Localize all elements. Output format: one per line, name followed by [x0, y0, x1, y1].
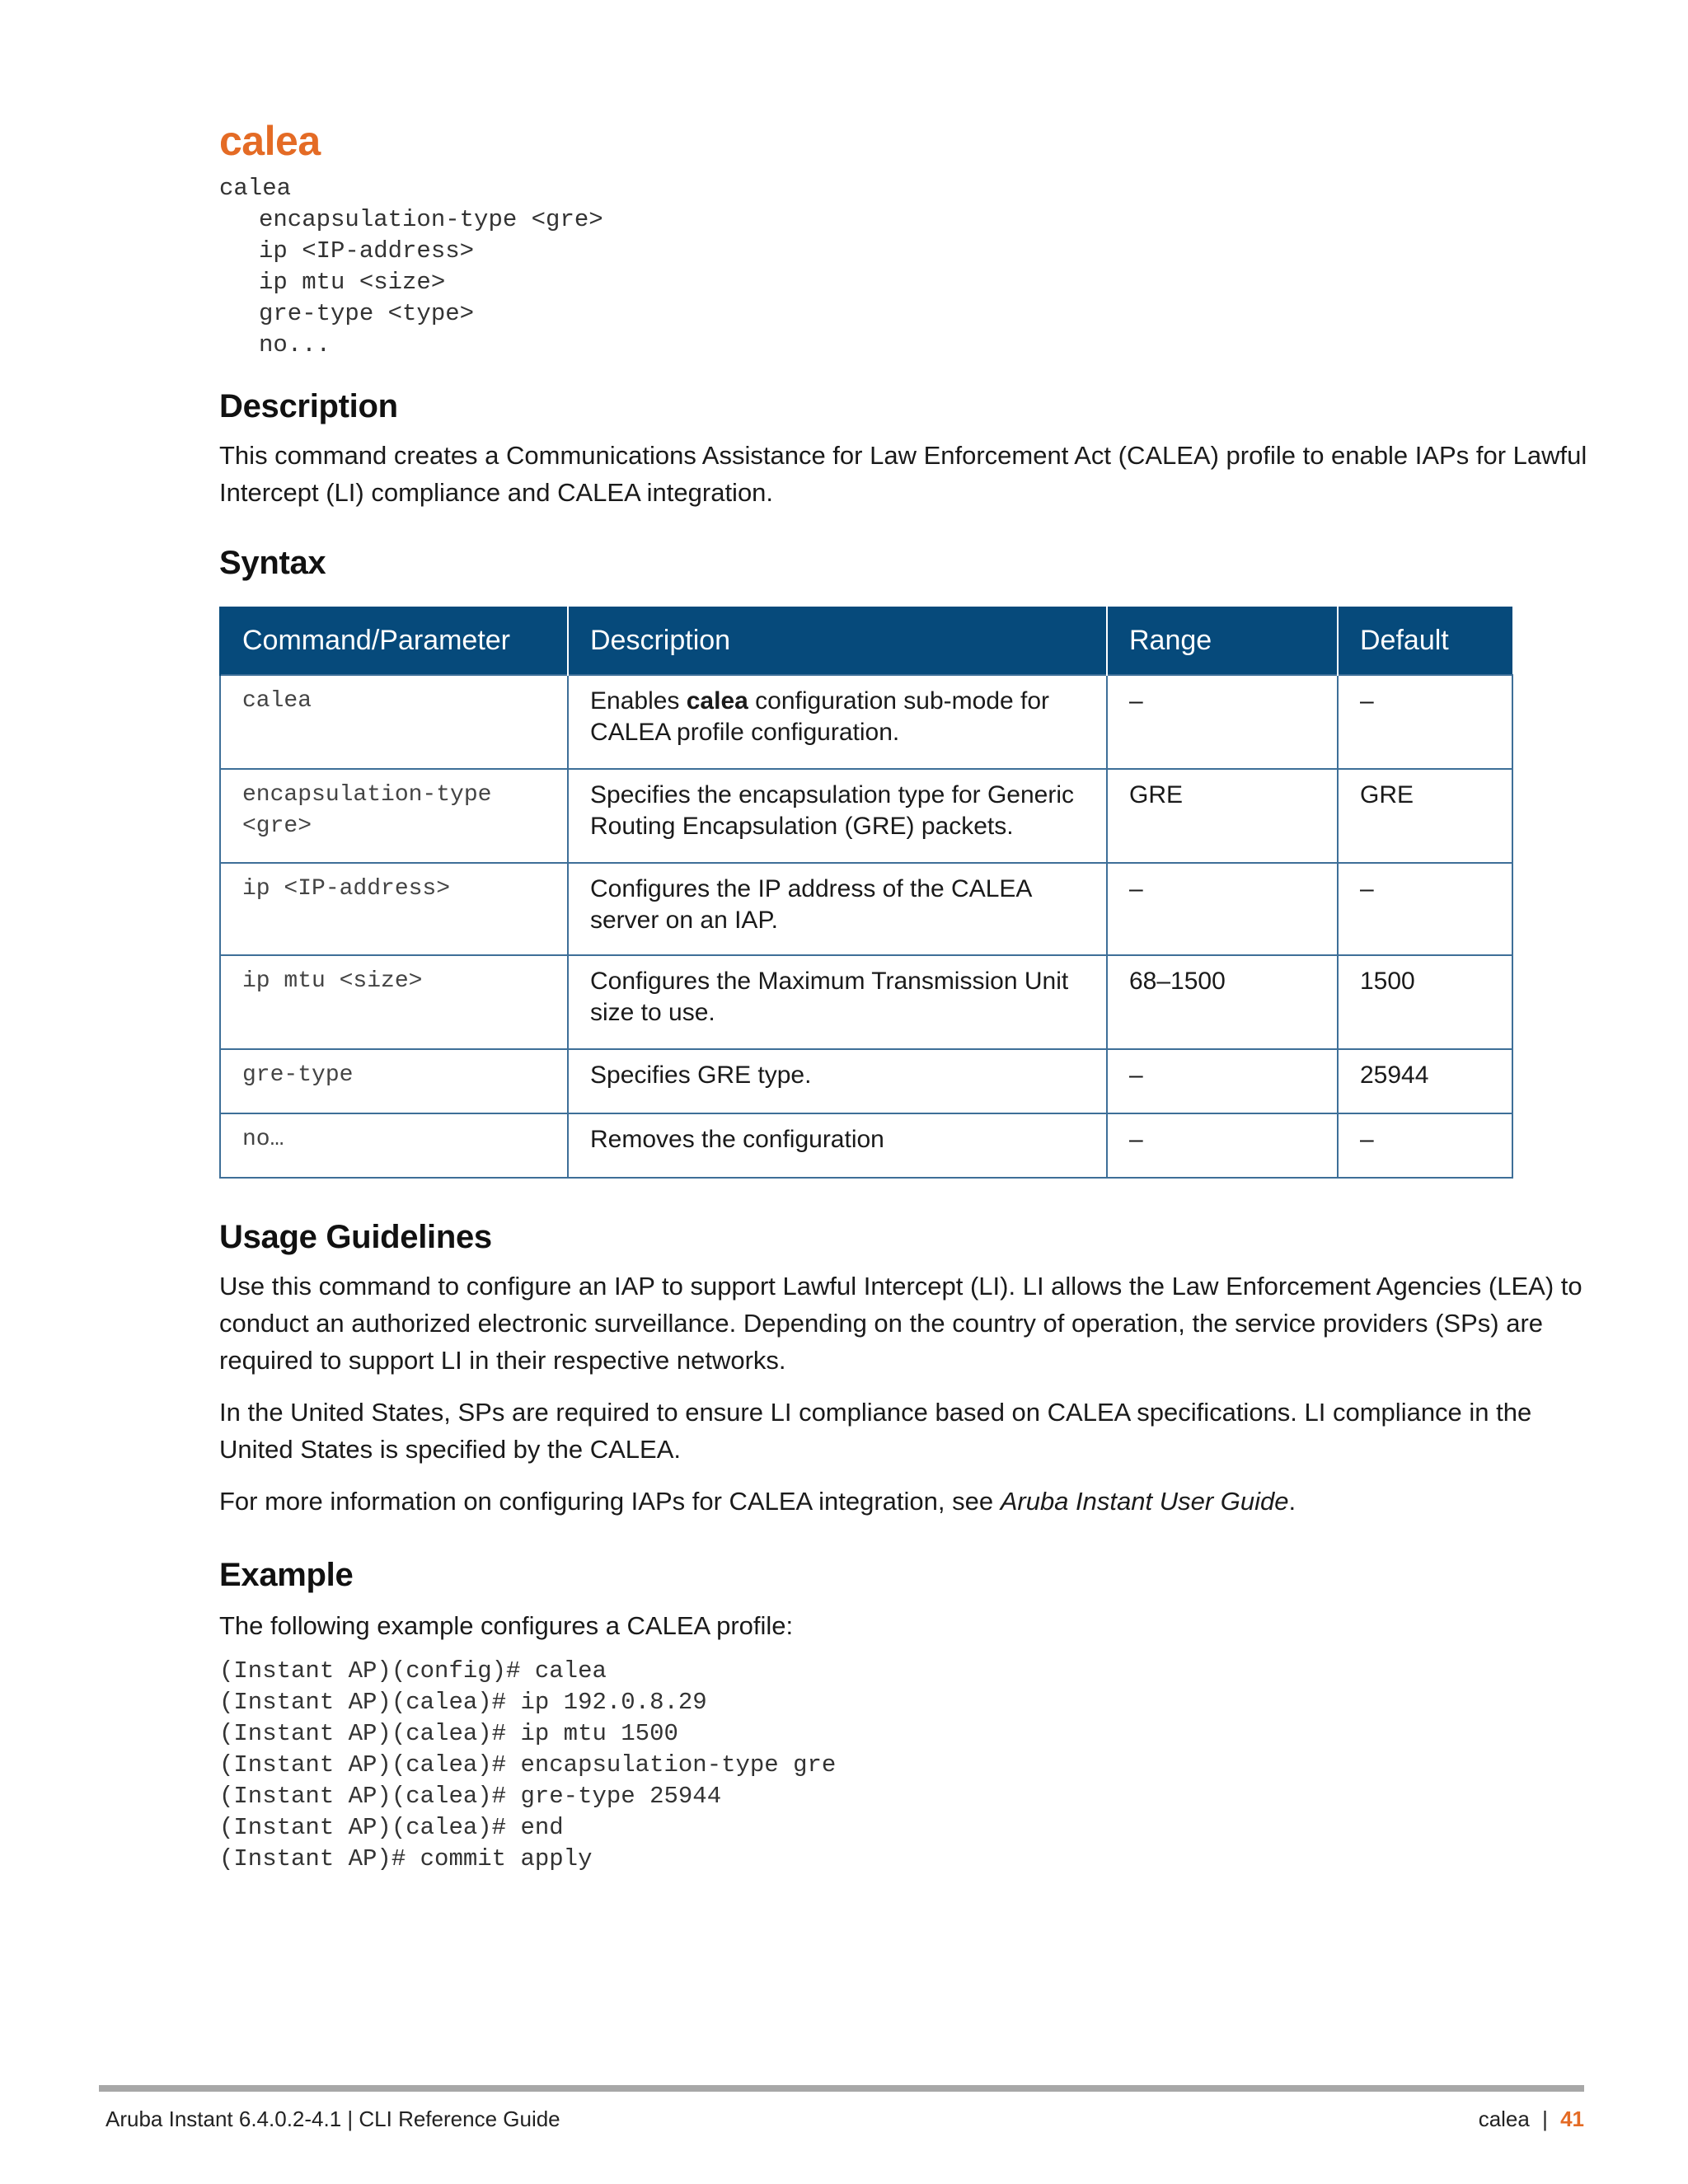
default-cell: –	[1338, 675, 1512, 769]
description-cell: Configures the Maximum Transmission Unit size to use.	[568, 955, 1107, 1049]
footer-guide-title: Aruba Instant 6.4.0.2-4.1 | CLI Reference Guide	[106, 2107, 560, 2131]
desc-text: Enables	[590, 687, 687, 715]
usage-paragraph: Use this command to configure an IAP to support Lawful Intercept (LI). LI allows the Law Enforcement Agencies (LEA) to conduct an authorized electronic surveillance. Depending on the country of operation, the service providers (SPs) are required to support LI in their respective networks.	[219, 1272, 1582, 1375]
desc-text: configuration sub-mode for CALEA profile configuration.	[590, 687, 1050, 746]
example-heading: Example	[219, 1557, 354, 1593]
syntax-line: ip mtu <size>	[259, 269, 446, 296]
default-cell: 25944	[1338, 1049, 1512, 1113]
description-cell	[568, 675, 1107, 769]
range-cell: 68–1500	[1107, 955, 1338, 1049]
example-code-block	[219, 1656, 1604, 1875]
desc-bold-text: calea	[686, 687, 748, 715]
syntax-line: gre-type <type>	[259, 300, 475, 327]
guide-title: Aruba Instant User Guide	[1000, 1487, 1289, 1516]
table-header-row	[220, 607, 1512, 675]
code-line: (Instant AP)(calea)# gre-type 25944	[219, 1783, 722, 1810]
param-cell: calea	[220, 675, 568, 769]
syntax-line: ip <IP-address>	[259, 237, 475, 265]
column-header: Default	[1338, 607, 1512, 675]
range-cell: –	[1107, 1049, 1338, 1113]
range-cell: GRE	[1107, 769, 1338, 863]
code-line: (Instant AP)(calea)# ip 192.0.8.29	[219, 1689, 707, 1716]
default-cell: GRE	[1338, 769, 1512, 863]
description-cell: Removes the configuration	[568, 1113, 1107, 1178]
table-row	[220, 1113, 1512, 1178]
description-cell: Specifies GRE type.	[568, 1049, 1107, 1113]
range-cell: –	[1107, 863, 1338, 955]
footer-divider	[99, 2085, 1584, 2092]
column-header: Command/Parameter	[220, 607, 568, 675]
command-syntax-block	[219, 173, 1604, 361]
default-cell: –	[1338, 1113, 1512, 1178]
syntax-line: encapsulation-type <gre>	[259, 206, 603, 233]
param-cell: ip mtu <size>	[220, 955, 568, 1049]
range-cell: –	[1107, 1113, 1338, 1178]
example-intro: The following example configures a CALEA profile:	[219, 1611, 794, 1640]
description-cell: Configures the IP address of the CALEA server on an IAP.	[568, 863, 1107, 955]
footer-section: calea	[1478, 2107, 1530, 2131]
usage-paragraph	[219, 1483, 1604, 1520]
param-cell: gre-type	[220, 1049, 568, 1113]
usage-heading: Usage Guidelines	[219, 1219, 492, 1255]
table-row	[220, 769, 1512, 863]
description-text: This command creates a Communications Assistance for Law Enforcement Act (CALEA) profile to enable IAPs for Lawful Intercept (LI) compliance and CALEA integration.	[219, 441, 1587, 507]
page-title: calea	[219, 118, 321, 164]
syntax-table	[219, 607, 1513, 1179]
footer-page-info	[1479, 2107, 1584, 2132]
page-number: 41	[1560, 2107, 1584, 2131]
table-row	[220, 863, 1512, 955]
default-cell: –	[1338, 863, 1512, 955]
usage-paragraph: In the United States, SPs are required to ensure LI compliance based on CALEA specifications. LI compliance in the United States is specified by the CALEA.	[219, 1398, 1532, 1464]
code-line: (Instant AP)(calea)# encapsulation-type gre	[219, 1751, 837, 1779]
description-cell: Specifies the encapsulation type for Generic Routing Encapsulation (GRE) packets.	[568, 769, 1107, 863]
code-line: (Instant AP)(calea)# end	[219, 1814, 564, 1841]
default-cell: 1500	[1338, 955, 1512, 1049]
column-header: Description	[568, 607, 1107, 675]
table-row	[220, 1049, 1512, 1113]
code-line: (Instant AP)(calea)# ip mtu 1500	[219, 1720, 678, 1747]
content-area	[219, 115, 1604, 1875]
param-cell: ip <IP-address>	[220, 863, 568, 955]
syntax-line: no...	[259, 331, 331, 359]
code-line: (Instant AP)# commit apply	[219, 1845, 593, 1872]
range-cell: –	[1107, 675, 1338, 769]
syntax-line: calea	[219, 175, 292, 202]
usage-text: For more information on configuring IAPs for CALEA integration, see	[219, 1487, 1001, 1516]
code-line: (Instant AP)(config)# calea	[219, 1657, 607, 1685]
table-row	[220, 955, 1512, 1049]
description-heading: Description	[219, 388, 398, 424]
column-header: Range	[1107, 607, 1338, 675]
param-cell: encapsulation-type <gre>	[220, 769, 568, 863]
table-row	[220, 675, 1512, 769]
syntax-heading: Syntax	[219, 545, 326, 581]
param-cell: no…	[220, 1113, 568, 1178]
footer-separator: |	[1542, 2107, 1548, 2131]
usage-text: .	[1288, 1487, 1296, 1516]
